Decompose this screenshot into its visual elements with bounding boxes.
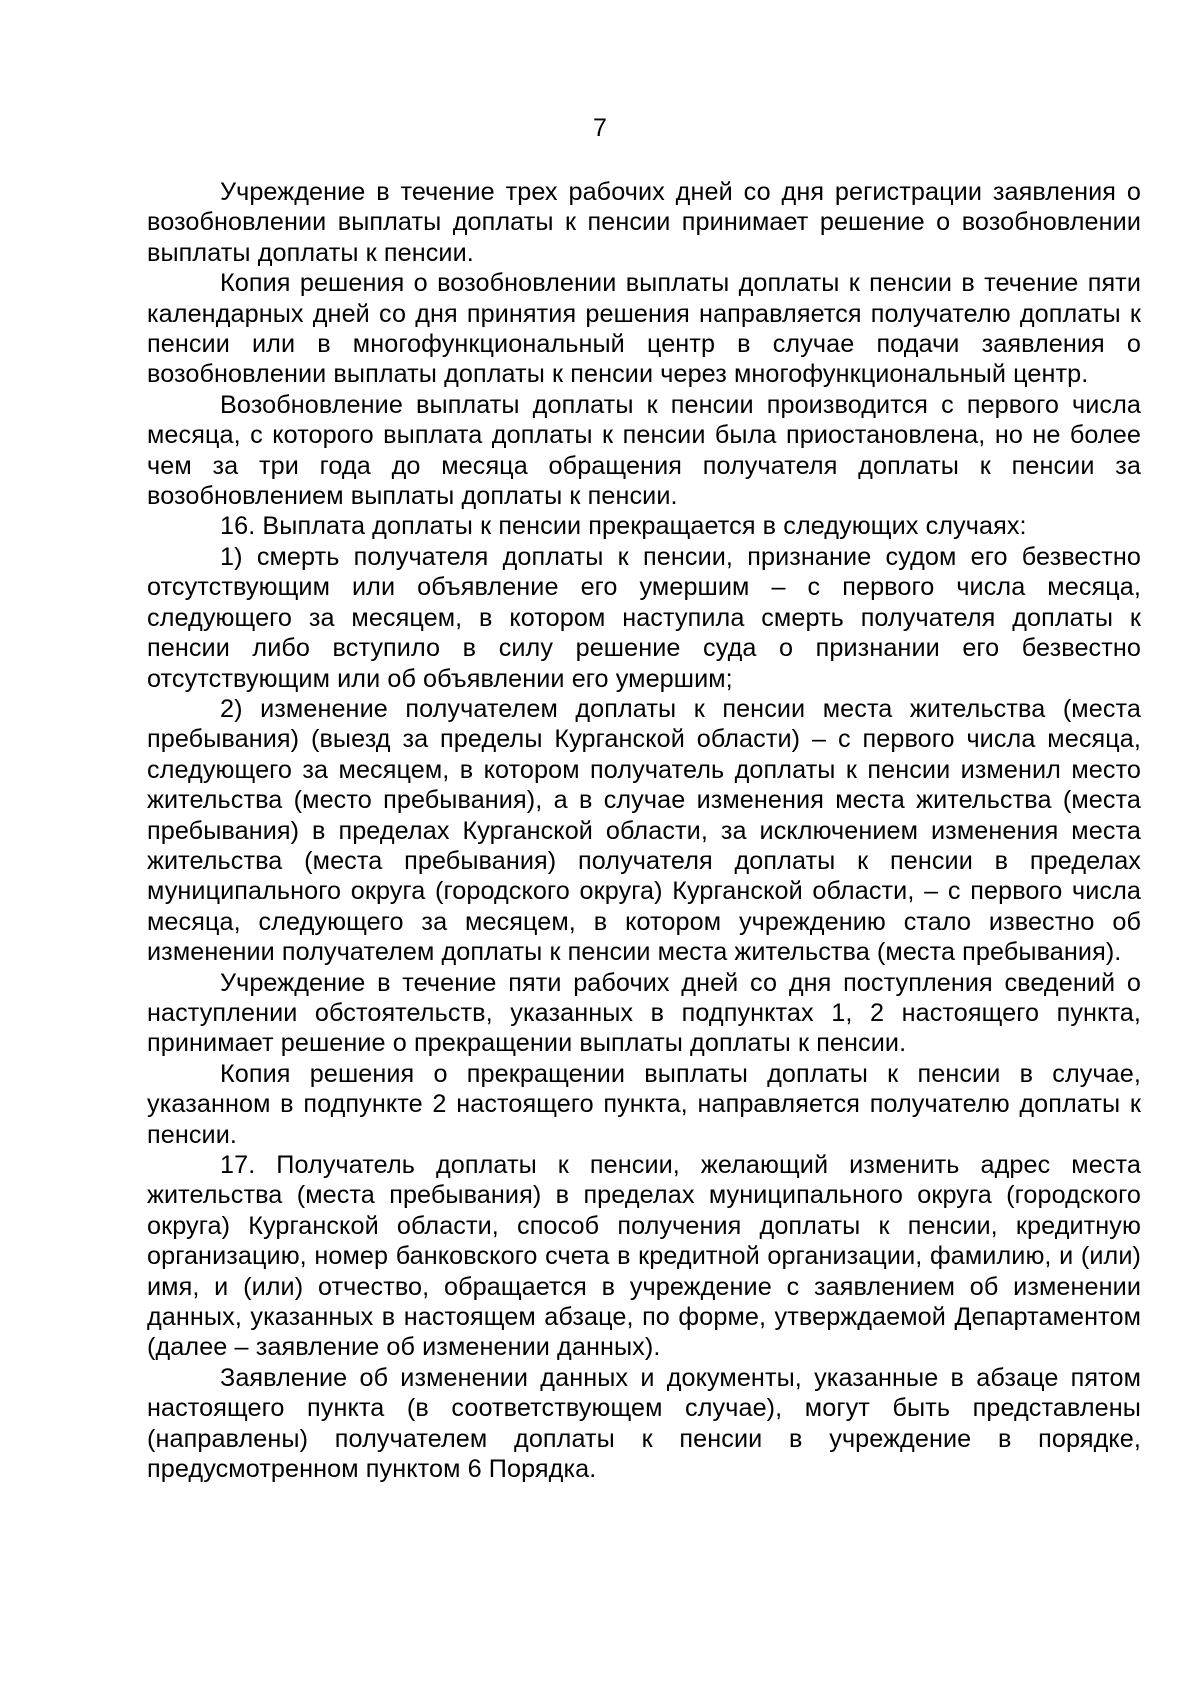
paragraph-change-application: Заявление об изменении данных и документы, указанные в абзаце пятом настоящего пункта (в соответствующем случае), могут быть представлены (направлены) получателем доплаты к пенсии в учреждение в порядке, предусмотренном пунктом 6 Порядка. [147, 1363, 1141, 1484]
paragraph-resumption-copy: Копия решения о возобновлении выплаты доплаты к пенсии в течение пяти календарных дней со дня принятия решения направляется получателю доплаты к пенсии или в многофункциональный центр в случае подачи заявления о возобновлении выплаты доплаты к пенсии через многофункциональный центр. [147, 269, 1141, 389]
paragraph-resumption-date: Возобновление выплаты доплаты к пенсии производится с первого числа месяца, с которого выплата доплаты к пенсии была приостановлена, но не более чем за три года до месяца обращения получателя доплаты к пенсии за возобновлением выплаты доплаты к пенсии. [147, 390, 1141, 511]
paragraph-item-16-heading: 16. Выплата доплаты к пенсии прекращается в следующих случаях: [220, 512, 1027, 541]
paragraph-termination-decision: Учреждение в течение пяти рабочих дней со дня поступления сведений о наступлении обстоятельств, указанных в подпунктах 1, 2 настоящего пункта, принимает решение о прекращении выплаты доплаты к пенсии. [147, 968, 1141, 1058]
paragraph-subitem-2: 2) изменение получателем доплаты к пенсии места жительства (места пребывания) (выезд за пределы Курганской области) – с первого числа месяца, следующего за месяцем, в котором получатель доплаты к пенсии изменил место жительства (место пребывания), а в случае изменения места жительства (места пребывания) в пределах Курганской области, за исключением изменения места жительства (места пребывания) получателя доплаты к пенсии в пределах муниципального округа (городского округа) Курганской области, – с первого числа месяца, следующего за месяцем, в котором учреждению стало известно об изменении получателем доплаты к пенсии места жительства (места пребывания). [147, 694, 1141, 967]
paragraph-resumption-decision: Учреждение в течение трех рабочих дней со дня регистрации заявления о возобновлении выплаты доплаты к пенсии принимает решение о возобновлении выплаты доплаты к пенсии. [147, 178, 1141, 267]
page-number: 7 [593, 114, 607, 142]
document-body [147, 177, 1141, 1484]
paragraph-subitem-1: 1) смерть получателя доплаты к пенсии, признание судом его безвестно отсутствующим или объявление его умершим – с первого числа месяца, следующего за месяцем, в котором наступила смерть получателя доплаты к пенсии либо вступило в силу решение суда о признании его безвестно отсутствующим или об объявлении его умершим; [147, 542, 1141, 693]
paragraph-termination-copy: Копия решения о прекращении выплаты доплаты к пенсии в случае, указанном в подпункте 2 настоящего пункта, направляется получателю доплаты к пенсии. [147, 1059, 1141, 1149]
paragraph-item-17: 17. Получатель доплаты к пенсии, желающий изменить адрес места жительства (места пребывания) в пределах муниципального округа (городского округа) Курганской области, способ получения доплаты к пенсии, кредитную организацию, номер банковского счета в кредитной организации, фамилию, и (или) имя, и (или) отчество, обращается в учреждение с заявлением об изменении данных, указанных в настоящем абзаце, по форме, утверждаемой Департаментом (далее – заявление об изменении данных). [147, 1151, 1141, 1362]
